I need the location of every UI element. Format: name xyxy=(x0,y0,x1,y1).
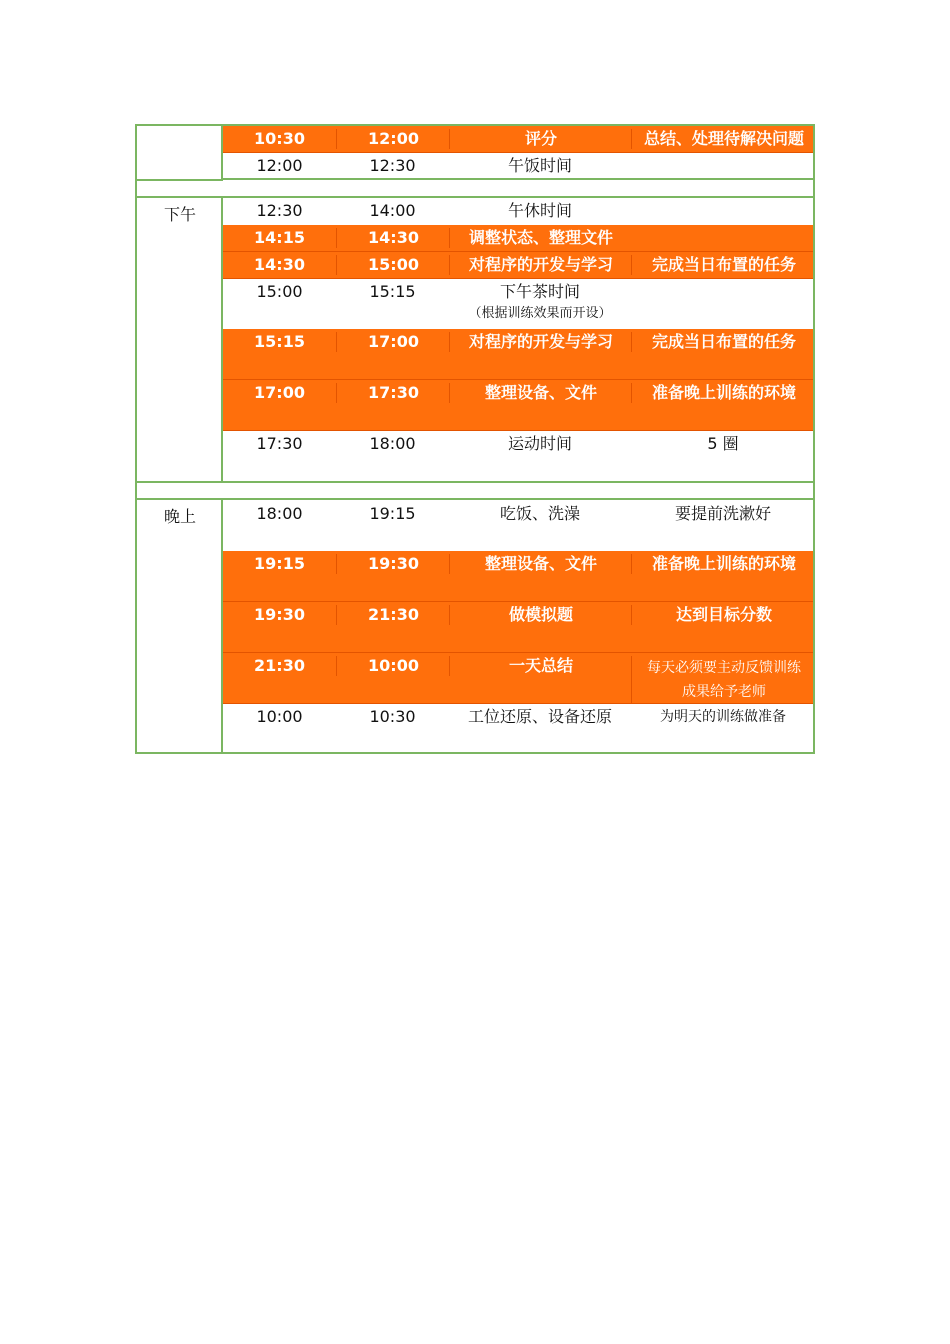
table-row xyxy=(223,501,813,551)
note: 总结、处理待解决问题 xyxy=(631,129,816,149)
activity: 对程序的开发与学习 xyxy=(449,255,632,275)
start-time: 19:30 xyxy=(254,605,305,624)
note: 达到目标分数 xyxy=(631,605,816,625)
activity: 整理设备、文件 xyxy=(449,383,632,403)
period-cell-afternoon xyxy=(137,197,223,481)
end-time: 10:00 xyxy=(336,656,450,676)
activity: 做模拟题 xyxy=(449,605,632,625)
period-cell-evening xyxy=(137,499,223,754)
activity: 吃饭、洗澡 xyxy=(499,504,580,523)
note: 完成当日布置的任务 xyxy=(631,332,816,352)
start-time: 12:30 xyxy=(256,201,303,220)
section-separator-evening xyxy=(137,498,813,500)
section-separator xyxy=(137,481,813,483)
table-row xyxy=(223,198,813,225)
start-time: 19:15 xyxy=(254,554,305,573)
table-row xyxy=(223,126,813,153)
end-time: 14:00 xyxy=(369,201,416,220)
note: 5 圈 xyxy=(707,434,739,453)
activity: 对程序的开发与学习 xyxy=(449,332,632,352)
note: 准备晚上训练的环境 xyxy=(631,383,816,403)
table-row xyxy=(223,329,813,380)
end-time: 14:30 xyxy=(336,228,450,248)
end-time: 17:30 xyxy=(336,383,450,403)
start-time: 15:15 xyxy=(254,332,305,351)
activity-title: 下午茶时间 xyxy=(499,282,580,301)
note: 准备晚上训练的环境 xyxy=(631,554,816,574)
table-row xyxy=(223,431,813,479)
table-row xyxy=(223,279,813,327)
start-time: 12:00 xyxy=(256,156,303,175)
end-time: 12:30 xyxy=(369,156,416,175)
table-row xyxy=(223,551,813,602)
end-time: 15:00 xyxy=(336,255,450,275)
activity: 午饭时间 xyxy=(507,156,572,175)
table-row xyxy=(223,653,813,704)
period-label-evening: 晚上 xyxy=(163,507,196,526)
start-time: 15:00 xyxy=(256,282,303,301)
activity: 工位还原、设备还原 xyxy=(467,707,612,726)
activity: 午休时间 xyxy=(507,201,572,220)
table-row xyxy=(223,153,813,180)
table-row xyxy=(223,602,813,653)
activity: 运动时间 xyxy=(507,434,572,453)
end-time: 15:15 xyxy=(369,282,416,301)
period-cell-morning xyxy=(137,126,223,181)
start-time: 14:30 xyxy=(254,255,305,274)
end-time: 18:00 xyxy=(369,434,416,453)
end-time: 19:15 xyxy=(369,504,416,523)
start-time: 17:30 xyxy=(256,434,303,453)
table-row xyxy=(223,225,813,252)
start-time: 21:30 xyxy=(254,656,305,675)
schedule-table xyxy=(135,124,815,754)
end-time: 10:30 xyxy=(369,707,416,726)
activity: 调整状态、整理文件 xyxy=(449,228,632,248)
table-row xyxy=(223,380,813,431)
end-time: 21:30 xyxy=(336,605,450,625)
note: 为明天的训练做准备 xyxy=(660,709,786,725)
activity: 一天总结 xyxy=(449,656,632,676)
end-time: 12:00 xyxy=(336,129,450,149)
start-time: 10:30 xyxy=(254,129,305,148)
note: 要提前洗漱好 xyxy=(674,504,771,523)
start-time: 10:00 xyxy=(256,707,303,726)
activity xyxy=(449,282,631,326)
note-line: 成果给予老师 xyxy=(682,684,766,700)
table-row xyxy=(223,252,813,279)
note: 完成当日布置的任务 xyxy=(631,255,816,275)
start-time: 17:00 xyxy=(254,383,305,402)
start-time: 14:15 xyxy=(254,228,305,247)
note-line: 每天必须要主动反馈训练 xyxy=(647,660,801,676)
start-time: 18:00 xyxy=(256,504,303,523)
table-row xyxy=(223,704,813,754)
activity: 评分 xyxy=(449,129,632,149)
note xyxy=(631,656,816,704)
activity-subtitle: （根据训练效果而开设） xyxy=(468,306,612,321)
period-separator xyxy=(137,179,223,181)
end-time: 19:30 xyxy=(336,554,450,574)
period-label-afternoon: 下午 xyxy=(163,205,196,224)
end-time: 17:00 xyxy=(336,332,450,352)
activity: 整理设备、文件 xyxy=(449,554,632,574)
